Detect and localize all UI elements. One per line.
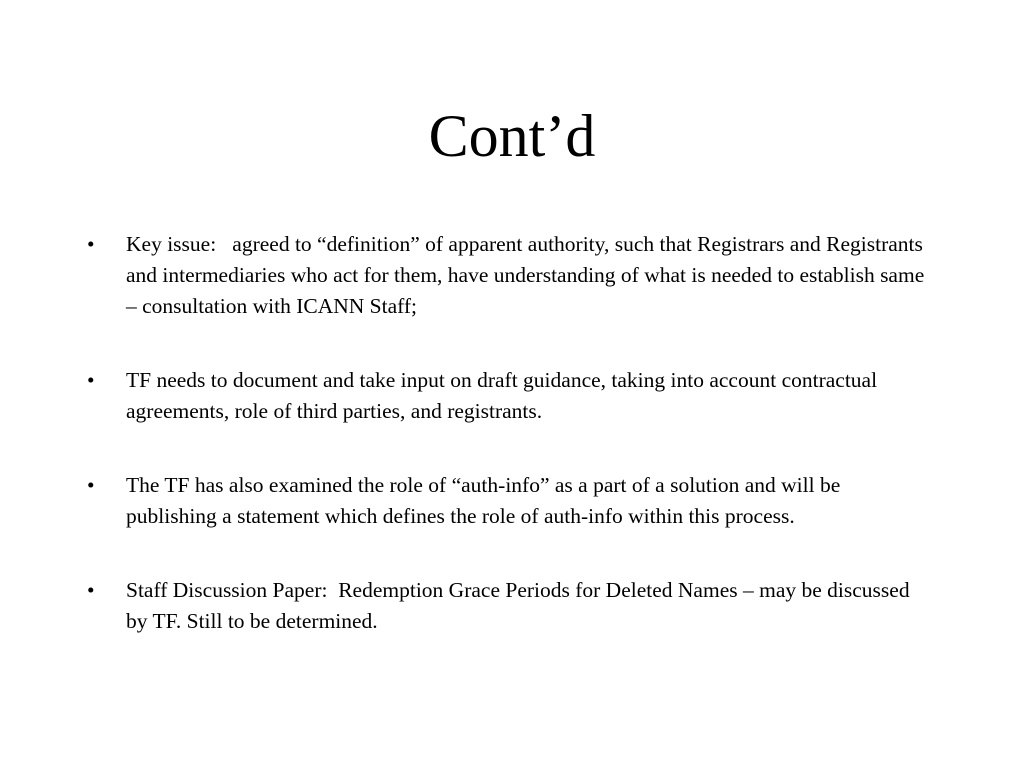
bullet-item	[86, 229, 936, 322]
bullet-dot-icon: •	[87, 578, 95, 602]
bullet-dot-icon: •	[87, 368, 95, 392]
bullet-item	[86, 470, 936, 532]
bullet-text: Key issue: agreed to “definition” of apparent authority, such that Registrars and Registrants and intermediaries who act for them, have understanding of what is needed to establish same – consultation with ICANN Staff;	[126, 232, 930, 318]
bullet-text: Staff Discussion Paper: Redemption Grace Periods for Deleted Names – may be discussed by TF. Still to be determined.	[126, 578, 915, 633]
bullet-text: TF needs to document and take input on draft guidance, taking into account contractual agreements, role of third parties, and registrants.	[126, 368, 883, 423]
bullet-dot-icon: •	[87, 232, 95, 256]
bullet-item	[86, 575, 936, 637]
bullet-dot-icon: •	[87, 473, 95, 497]
slide-title: Cont’d	[428, 103, 596, 169]
bullet-item	[86, 365, 936, 427]
bullet-list	[86, 229, 936, 637]
bullet-text: The TF has also examined the role of “auth-info” as a part of a solution and will be publishing a statement which defines the role of auth-info within this process.	[126, 473, 846, 528]
